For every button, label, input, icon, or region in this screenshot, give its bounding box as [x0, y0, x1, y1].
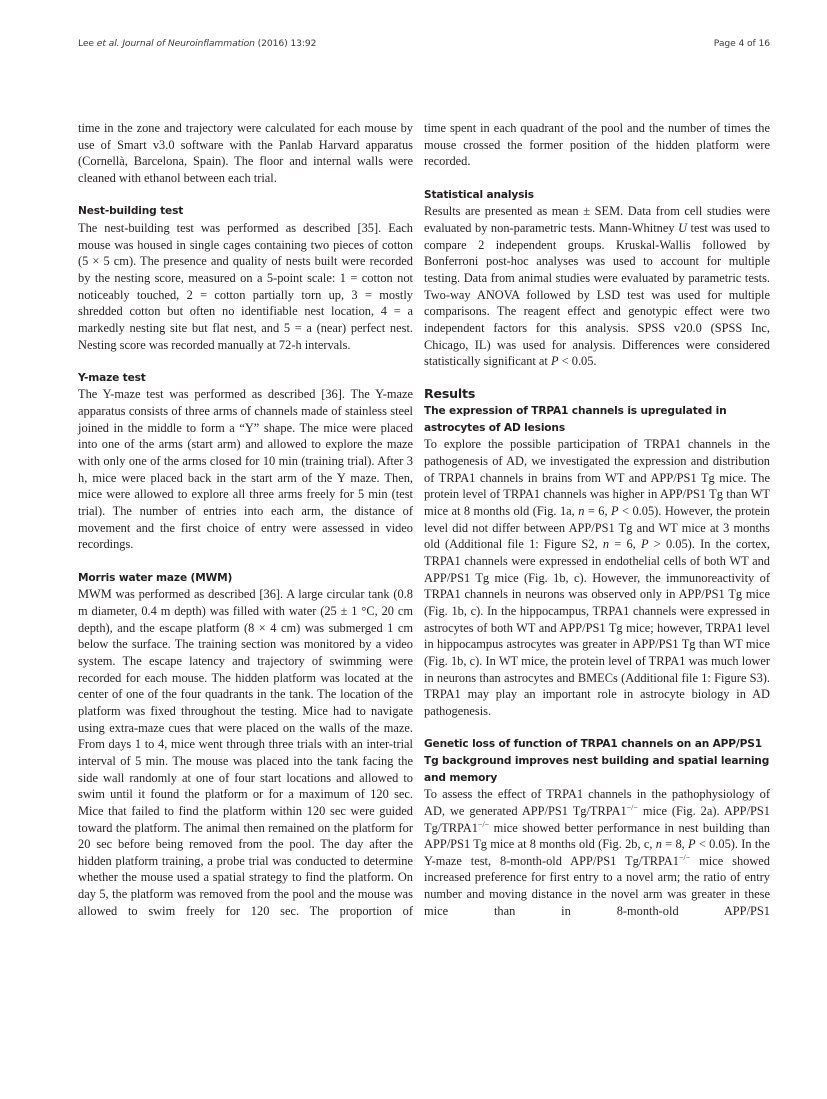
p-symbol: P — [688, 837, 696, 852]
right-column — [424, 120, 770, 919]
results-sub1-body — [424, 436, 770, 719]
text-run: > 0.05). In the cortex, TRPA1 channels were expressed in endothelial cells of both WT and APP/PS1 Tg mice (Fig. 1b, c). However, the immunoreactivity of TRPA1 channels in neurons was observed only in APP/PS1 Tg mice (Fig. 1b, c). In the hippocampus, TRPA1 channels were expressed in astrocytes of both WT and APP/PS1 Tg mice; however, TRPA1 level in hippocampus astrocytes was greater in APP/PS1 Tg than WT mice (Fig. 1b, c). In WT mice, the protein level of TRPA1 was much lower in neurons than astrocytes and BMECs (Additional file 1: Figure S3). TRPA1 may play an important role in astrocyte biology in AD pathogenesis. — [424, 537, 770, 718]
superscript: −/− — [678, 852, 691, 862]
p-symbol: P — [550, 354, 559, 369]
results-sub2-heading: Genetic loss of function of TRPA1 channels on an APP/PS1 Tg background improves nest building and spatial learning and memory — [424, 738, 770, 784]
text-run: = 8, — [661, 837, 688, 852]
continued-paragraph: time in the zone and trajectory were calculated for each mouse by use of Smart v3.0 software with the Panlab Harvard apparatus (Cornellà, Barcelona, Spain). The floor and internal walls were cleaned with ethanol between each trial. — [78, 121, 413, 185]
superscript: −/− — [626, 802, 638, 812]
text-run: < 0.05. — [558, 354, 597, 369]
text-run: test was used to compare 2 independent groups. Kruskal-Wallis followed by Bonferroni post-hoc analyses was used to account for multiple testing. Data from animal studies were evaluated by parametric tests. Two-way ANOVA followed by LSD test was used for multiple comparisons. The reagent effect and genotypic effect were two independent factors for this analysis. SPSS v20.0 (SPSS Inc, Chicago, IL) was used for analysis. Differences were considered statistically significant at — [424, 220, 770, 369]
nest-building-heading: Nest-building test — [78, 205, 184, 218]
n-symbol: n — [578, 504, 585, 519]
statistical-analysis-body — [424, 203, 770, 370]
u-symbol: U — [678, 220, 688, 235]
volume-info: (2016) 13:92 — [257, 38, 317, 49]
citation-header — [78, 38, 316, 49]
statistical-analysis-heading: Statistical analysis — [424, 188, 534, 201]
p-symbol: P — [640, 537, 649, 552]
n-symbol: n — [602, 537, 610, 552]
results-heading: Results — [424, 386, 476, 402]
author-name: Lee — [78, 38, 94, 49]
text-run: mice (Fig. 2a). APP/PS1 Tg/TRPA1 — [424, 803, 770, 835]
text-run: = 6, — [584, 504, 612, 519]
superscript: −/− — [477, 819, 490, 829]
left-column — [78, 120, 413, 919]
journal-name: Journal of Neuroinflammation — [122, 38, 255, 49]
y-maze-heading: Y-maze test — [78, 371, 146, 384]
text-run: To assess the effect of TRPA1 channels in the pathophysiology of AD, we generated APP/PS1 Tg/TRPA1 — [424, 787, 770, 818]
mwm-heading: Morris water maze (MWM) — [78, 571, 233, 584]
text-run: mice showed increased preference for first entry to a novel arm; the ratio of entry number and moving distance in the novel arm was greater in these mice than in 8-month-old APP/PS1 — [424, 853, 770, 918]
continued-paragraph-right: time spent in each quadrant of the pool and the number of times the mouse crossed the former position of the hidden platform were recorded. — [424, 121, 770, 169]
page-number: Page 4 of 16 — [713, 38, 770, 49]
results-sub1-heading: The expression of TRPA1 channels is upregulated in astrocytes of AD lesions — [424, 405, 727, 434]
text-run: = 6, — [609, 537, 641, 552]
text-run: < 0.05). However, the protein level did not differ between APP/PS1 Tg and WT mice at 3 months old (Additional file 1: Figure S2, — [424, 504, 770, 552]
text-run: mice showed better performance in nest building than APP/PS1 Tg mice at 8 months old (Fig. 2b, c, — [424, 820, 770, 852]
running-head — [78, 38, 770, 49]
et-al: et al. — [96, 38, 120, 49]
p-symbol: P — [611, 504, 619, 519]
nest-building-body: The nest-building test was performed as described [35]. Each mouse was housed in single cages containing two pieces of cotton (5 × 5 cm). The presence and quality of nests built were recorded by the nesting score, measured on a 5-point scale: 1 = cotton not noticeably touched, 2 = cotton partially torn up, 3 = mostly shredded cotton but often no identifiable nest location, 4 = a markedly nesting site but flat nest, and 5 = a (near) perfect nest. Nesting score was recorded manually at 72-h intervals. — [78, 220, 413, 352]
text-run: Results are presented as mean ± SEM. Data from cell studies were evaluated by non-parametric tests. Mann-Whitney — [424, 204, 770, 235]
n-symbol: n — [655, 837, 662, 852]
text-run: To explore the possible participation of TRPA1 channels in the pathogenesis of AD, we investigated the expression and distribution of TRPA1 channels in brains from WT and APP/PS1 Tg mice. The protein level of TRPA1 channels was higher in APP/PS1 Tg than WT mice at 8 months old (Fig. 1a, — [424, 437, 770, 519]
text-run: < 0.05). In the Y-maze test, 8-month-old APP/PS1 Tg/TRPA1 — [424, 837, 770, 868]
y-maze-body: The Y-maze test was performed as described [36]. The Y-maze apparatus consists of three arms of channels made of stainless steel joined in the middle to form a “Y” shape. The mice were placed into one of the arms (start arm) and allowed to explore the maze with only one of the arms closed for 10 min (training trial). After 3 h, mice were placed back in the start arm of the Y maze. Then, mice were allowed to explore all three arms freely for 5 min (test trial). The number of entries into each arm, the distance of movement and the first choice of entry were assessed in video recordings. — [78, 387, 413, 552]
mwm-body: MWM was performed as described [36]. A large circular tank (0.8 m diameter, 0.4 m depth) was filled with water (25 ± 1 °C, 20 cm depth), and the escape platform (8 × 4 cm) was submerged 1 cm below the surface. The training section was monitored by a video system. The escape latency and trajectory of swimming were recorded for each mouse. The hidden platform was located at the center of one of the four quadrants in the tank. The location of the platform was fixed throughout the testing. Mice had to navigate using extra-maze cues that were placed on the walls of the maze. From days 1 to 4, mice went through three trials with an inter-trial interval of 5 min. The mouse was placed into the tank facing the side wall randomly at one of four start locations and allowed to swim until it found the platform or for a maximum of 120 sec. Mice that failed to find the platform within 120 sec were guided toward the platform. The animal then remained on the platform for 20 sec before being removed from the pool. The day after the hidden platform training, a probe trial was conducted to determine whether the mouse used a spatial strategy to find the platform. On day 5, the platform was removed from the pool and the mouse was allowed to swim freely for 120 sec. The proportion of — [78, 587, 413, 918]
results-sub2-body — [424, 786, 770, 919]
